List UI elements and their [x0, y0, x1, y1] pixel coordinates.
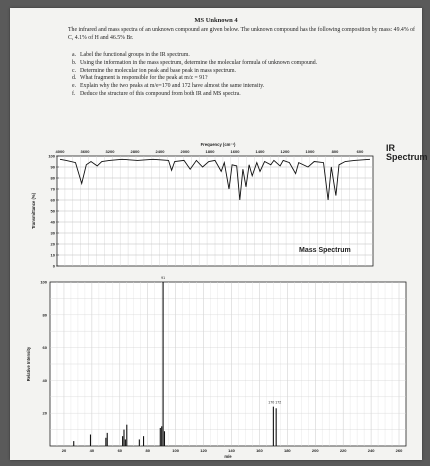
ir-y-tick-label: 100: [48, 153, 55, 159]
ir-y-tick-label: 10: [50, 252, 55, 258]
ms-y-tick-label: 60: [42, 345, 47, 351]
ms-x-tick-label: 220: [339, 448, 347, 453]
ir-freq-tick-label: 1000: [305, 149, 315, 154]
ms-x-tick-label: 180: [283, 448, 291, 453]
ms-x-tick-label: 20: [61, 448, 67, 453]
ir-y-tick-label: 80: [50, 175, 55, 181]
question-letter: d.: [72, 75, 77, 82]
document-page: [10, 8, 428, 460]
ms-y-tick-label: 100: [40, 279, 47, 285]
question-text: Using the information in the mass spectrum, determine the molecular formula of unknown compound.: [80, 59, 318, 66]
ms-y-tick-label: 40: [42, 377, 47, 383]
ir-freq-tick-label: 2400: [155, 149, 165, 154]
ms-x-tick-label: 80: [145, 448, 150, 453]
ir-label-line1: IR: [386, 143, 395, 153]
ms-x-tick-label: 260: [395, 448, 403, 453]
ir-y-tick-label: 50: [50, 208, 55, 214]
ir-freq-tick-label: 4000: [55, 149, 65, 154]
ir-freq-tick-label: 2800: [130, 149, 140, 154]
question-text: Determine the molecular ion peak and base peak in mass spectrum.: [80, 67, 236, 74]
ir-freq-tick-label: 3600: [80, 149, 90, 154]
ir-freq-tick-label: 1800: [205, 149, 215, 154]
ms-y-tick-label: 80: [42, 312, 47, 318]
ir-freq-tick-label: 600: [356, 149, 364, 154]
ir-freq-tick-label: 1600: [230, 149, 240, 154]
mass-spectrum-chart: [10, 8, 422, 460]
ir-y-tick-label: 40: [50, 219, 55, 225]
ms-y-axis-label: Relative Intensity: [26, 346, 31, 382]
ms-x-tick-label: 40: [89, 448, 95, 453]
ms-x-axis-label: m/e: [224, 454, 232, 459]
ir-freq-tick-label: 1400: [255, 149, 265, 154]
ms-x-tick-label: 140: [228, 448, 235, 453]
ir-freq-tick-label: 800: [331, 149, 339, 154]
ir-y-tick-label: 30: [50, 230, 55, 236]
question-letter: c.: [72, 67, 77, 74]
ir-y-tick-label: 20: [50, 241, 55, 247]
ms-x-tick-label: 160: [256, 448, 263, 453]
question-letter: f.: [72, 90, 76, 97]
ms-peak-label: 91: [161, 276, 166, 280]
ir-y-tick-label: 60: [50, 197, 55, 203]
question-text: Deduce the structure of this compound from both IR and MS spectra.: [80, 90, 241, 97]
ir-freq-tick-label: 3200: [105, 149, 115, 154]
question-letter: a.: [72, 52, 77, 58]
question-letter: e.: [72, 83, 77, 90]
intro-paragraph: The infrared and mass spectra of an unknown compound are given below. The unknown compound has the following composition by mass: 49.4% of C, 4.1% of H and 46.5% Br.: [68, 27, 415, 41]
ms-x-tick-label: 240: [367, 448, 375, 453]
ms-x-tick-label: 100: [172, 448, 179, 453]
page-title: MS Unknown 4: [194, 17, 238, 24]
ms-x-tick-label: 60: [117, 448, 123, 453]
ir-freq-tick-label: 1200: [280, 149, 290, 154]
ms-y-tick-label: 20: [42, 410, 47, 416]
ms-spectrum-title: Mass Spectrum: [299, 247, 351, 254]
question-text: What fragment is responsible for the peak at m/z = 91?: [80, 75, 208, 82]
question-text: Label the functional groups in the IR spectrum.: [80, 52, 190, 58]
question-text: Explain why the two peaks at m/e=170 and 172 have almost the same intensity.: [80, 83, 265, 90]
ms-peak-label: 170 172: [268, 400, 282, 405]
ir-y-axis-label: Transmittance (%): [31, 192, 36, 230]
question-letter: b.: [72, 59, 77, 66]
ir-freq-tick-label: 2000: [180, 149, 190, 154]
ms-x-tick-label: 200: [311, 448, 319, 453]
ir-y-tick-label: 70: [50, 186, 55, 192]
ir-y-tick-label: 90: [50, 164, 55, 170]
ir-top-axis-label: Frequency (cm⁻¹): [200, 142, 236, 147]
ir-y-tick-label: 0: [52, 263, 55, 269]
ms-x-tick-label: 120: [200, 448, 207, 453]
ir-label-line2: Spectrum: [386, 152, 428, 162]
